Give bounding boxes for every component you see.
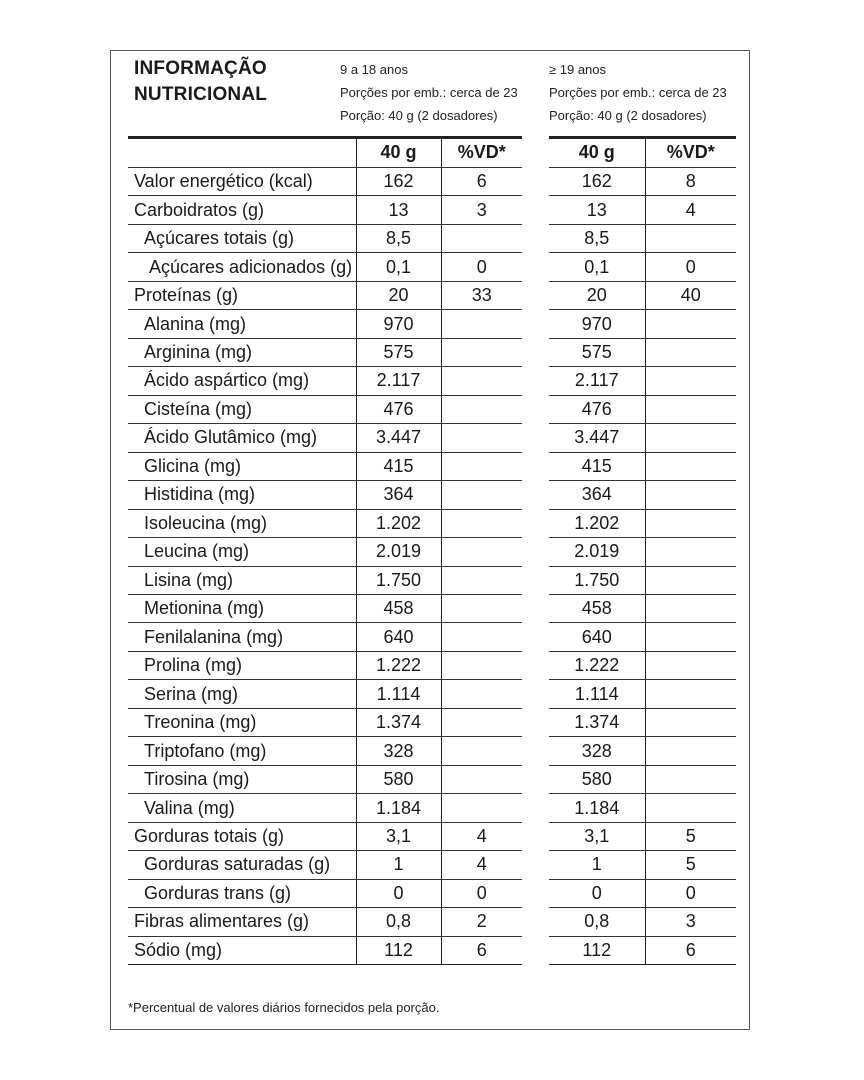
nutrient-vd — [441, 623, 522, 651]
table-row — [128, 196, 522, 224]
label-title — [134, 56, 267, 108]
nutrient-amount: 2.117 — [549, 367, 645, 395]
nutrient-vd: 0 — [645, 879, 736, 907]
nutrient-vd — [645, 623, 736, 651]
group-b-header — [549, 58, 727, 127]
nutrient-amount: 2.019 — [356, 538, 441, 566]
nutrient-name: Ácido aspártico (mg) — [128, 367, 356, 395]
nutrient-vd — [441, 737, 522, 765]
group-a-header — [340, 58, 518, 127]
table-row — [549, 481, 736, 509]
nutrient-vd — [645, 708, 736, 736]
nutrient-amount: 13 — [356, 196, 441, 224]
nutrition-table-a — [128, 139, 522, 965]
table-row — [128, 481, 522, 509]
nutrient-vd — [441, 595, 522, 623]
nutrient-amount: 364 — [356, 481, 441, 509]
nutrient-name: Cisteína (mg) — [128, 395, 356, 423]
group-b-portion: Porção: 40 g (2 dosadores) — [549, 108, 707, 123]
title-line-2: NUTRICIONAL — [134, 84, 268, 105]
table-row — [549, 281, 736, 309]
nutrient-name: Treonina (mg) — [128, 708, 356, 736]
table-row — [128, 395, 522, 423]
nutrient-amount: 415 — [356, 452, 441, 480]
table-row — [128, 281, 522, 309]
nutrient-vd: 33 — [441, 281, 522, 309]
nutrient-vd: 0 — [645, 253, 736, 281]
nutrient-vd — [441, 566, 522, 594]
table-row — [128, 509, 522, 537]
nutrient-name: Triptofano (mg) — [128, 737, 356, 765]
table-row — [549, 253, 736, 281]
table-row — [549, 196, 736, 224]
nutrient-name: Proteínas (g) — [128, 281, 356, 309]
nutrient-amount: 3.447 — [356, 424, 441, 452]
table-row — [549, 908, 736, 936]
nutrient-name: Sódio (mg) — [128, 936, 356, 964]
nutrient-amount: 575 — [549, 338, 645, 366]
nutrient-amount: 8,5 — [356, 224, 441, 252]
nutrient-amount: 3,1 — [356, 822, 441, 850]
nutrient-amount: 162 — [356, 167, 441, 195]
nutrient-amount: 0,1 — [549, 253, 645, 281]
group-a-portions: Porções por emb.: cerca de 23 — [340, 85, 518, 100]
nutrient-vd — [441, 367, 522, 395]
table-a-header-name — [128, 139, 356, 167]
nutrient-vd: 6 — [645, 936, 736, 964]
table-row — [128, 651, 522, 679]
nutrient-amount: 0,8 — [356, 908, 441, 936]
nutrient-amount: 2.117 — [356, 367, 441, 395]
table-row — [549, 424, 736, 452]
nutrient-name: Leucina (mg) — [128, 538, 356, 566]
table-row — [128, 794, 522, 822]
table-row — [549, 737, 736, 765]
table-row — [128, 908, 522, 936]
table-row — [549, 623, 736, 651]
table-row — [549, 794, 736, 822]
table-row — [128, 737, 522, 765]
table-row — [549, 822, 736, 850]
nutrient-vd: 2 — [441, 908, 522, 936]
nutrient-vd — [645, 338, 736, 366]
nutrient-vd — [645, 424, 736, 452]
nutrient-name: Açúcares totais (g) — [128, 224, 356, 252]
nutrient-amount: 575 — [356, 338, 441, 366]
table-b-header-amount: 40 g — [549, 139, 645, 167]
nutrient-amount: 1 — [356, 851, 441, 879]
nutrient-amount: 13 — [549, 196, 645, 224]
nutrient-vd — [441, 224, 522, 252]
nutrient-name: Ácido Glutâmico (mg) — [128, 424, 356, 452]
table-row — [549, 395, 736, 423]
table-row — [128, 765, 522, 793]
nutrient-name: Glicina (mg) — [128, 452, 356, 480]
nutrient-vd: 3 — [441, 196, 522, 224]
table-row — [128, 424, 522, 452]
nutrient-amount: 0,1 — [356, 253, 441, 281]
nutrient-vd — [645, 481, 736, 509]
table-row — [549, 452, 736, 480]
footnote: *Percentual de valores diários fornecidos pela porção. — [128, 1000, 440, 1015]
nutrient-amount: 1.114 — [549, 680, 645, 708]
group-a-age: 9 a 18 anos — [340, 62, 408, 77]
nutrient-vd — [645, 651, 736, 679]
nutrient-amount: 476 — [356, 395, 441, 423]
table-row — [128, 224, 522, 252]
nutrient-name: Serina (mg) — [128, 680, 356, 708]
nutrient-vd: 4 — [645, 196, 736, 224]
table-row — [549, 936, 736, 964]
nutrient-vd — [441, 651, 522, 679]
nutrient-amount: 1.184 — [549, 794, 645, 822]
table-row — [549, 367, 736, 395]
nutrient-vd — [645, 765, 736, 793]
table-row — [128, 310, 522, 338]
table-row — [549, 851, 736, 879]
title-line-1: INFORMAÇÃO — [134, 58, 267, 79]
nutrient-vd — [441, 310, 522, 338]
table-row — [128, 879, 522, 907]
table-a-header-row — [128, 139, 522, 167]
nutrient-vd — [645, 310, 736, 338]
nutrient-amount: 0 — [549, 879, 645, 907]
table-row — [549, 538, 736, 566]
nutrition-table-b — [549, 139, 736, 965]
nutrient-vd: 8 — [645, 167, 736, 195]
nutrient-name: Lisina (mg) — [128, 566, 356, 594]
nutrient-vd: 0 — [441, 879, 522, 907]
nutrient-name: Alanina (mg) — [128, 310, 356, 338]
nutrient-vd — [645, 367, 736, 395]
nutrient-vd — [441, 708, 522, 736]
nutrient-amount: 0,8 — [549, 908, 645, 936]
table-row — [128, 367, 522, 395]
nutrient-name: Arginina (mg) — [128, 338, 356, 366]
nutrient-vd — [441, 765, 522, 793]
table-row — [549, 338, 736, 366]
nutrient-name: Tirosina (mg) — [128, 765, 356, 793]
table-row — [549, 708, 736, 736]
nutrient-vd — [441, 452, 522, 480]
table-row — [128, 680, 522, 708]
nutrient-vd — [441, 424, 522, 452]
table-row — [549, 566, 736, 594]
nutrient-amount: 415 — [549, 452, 645, 480]
nutrient-amount: 328 — [549, 737, 645, 765]
nutrient-vd — [441, 481, 522, 509]
nutrient-amount: 640 — [549, 623, 645, 651]
nutrient-amount: 328 — [356, 737, 441, 765]
nutrient-amount: 458 — [549, 595, 645, 623]
table-row — [549, 167, 736, 195]
nutrient-vd — [441, 509, 522, 537]
nutrient-vd — [645, 566, 736, 594]
table-row — [128, 708, 522, 736]
table-row — [549, 765, 736, 793]
table-b-header-row — [549, 139, 736, 167]
table-row — [549, 310, 736, 338]
nutrient-vd — [645, 595, 736, 623]
nutrient-vd — [645, 737, 736, 765]
nutrient-amount: 0 — [356, 879, 441, 907]
nutrient-vd — [645, 794, 736, 822]
nutrient-amount: 580 — [549, 765, 645, 793]
nutrient-amount: 640 — [356, 623, 441, 651]
nutrient-name: Açúcares adicionados (g) — [128, 253, 356, 281]
nutrient-amount: 1.750 — [549, 566, 645, 594]
table-row — [549, 595, 736, 623]
table-row — [128, 623, 522, 651]
nutrient-name: Isoleucina (mg) — [128, 509, 356, 537]
nutrient-amount: 20 — [356, 281, 441, 309]
nutrient-amount: 1.202 — [356, 509, 441, 537]
nutrient-amount: 1.374 — [356, 708, 441, 736]
nutrient-name: Gorduras saturadas (g) — [128, 851, 356, 879]
table-row — [128, 452, 522, 480]
nutrient-amount: 20 — [549, 281, 645, 309]
nutrient-name: Valina (mg) — [128, 794, 356, 822]
nutrient-name: Prolina (mg) — [128, 651, 356, 679]
table-row — [128, 851, 522, 879]
nutrient-vd: 6 — [441, 167, 522, 195]
group-a-portion: Porção: 40 g (2 dosadores) — [340, 108, 498, 123]
nutrient-vd: 40 — [645, 281, 736, 309]
nutrient-amount: 1.750 — [356, 566, 441, 594]
nutrient-vd — [645, 509, 736, 537]
nutrient-name: Valor energético (kcal) — [128, 167, 356, 195]
nutrient-name: Fenilalanina (mg) — [128, 623, 356, 651]
nutrient-amount: 458 — [356, 595, 441, 623]
table-row — [549, 879, 736, 907]
nutrient-amount: 3.447 — [549, 424, 645, 452]
nutrient-amount: 1.202 — [549, 509, 645, 537]
nutrient-name: Metionina (mg) — [128, 595, 356, 623]
table-row — [128, 253, 522, 281]
table-row — [128, 822, 522, 850]
nutrient-amount: 112 — [356, 936, 441, 964]
nutrient-vd — [441, 538, 522, 566]
table-row — [128, 167, 522, 195]
nutrient-vd: 4 — [441, 851, 522, 879]
nutrient-amount: 162 — [549, 167, 645, 195]
nutrient-vd — [441, 680, 522, 708]
nutrient-amount: 1.222 — [356, 651, 441, 679]
nutrient-vd — [645, 395, 736, 423]
table-a-header-amount: 40 g — [356, 139, 441, 167]
nutrient-vd: 3 — [645, 908, 736, 936]
table-a-header-vd: %VD* — [441, 139, 522, 167]
table-row — [549, 224, 736, 252]
nutrient-amount: 970 — [356, 310, 441, 338]
nutrient-name: Carboidratos (g) — [128, 196, 356, 224]
nutrient-vd — [441, 338, 522, 366]
nutrient-amount: 3,1 — [549, 822, 645, 850]
group-b-age: ≥ 19 anos — [549, 62, 607, 77]
nutrient-amount: 1.114 — [356, 680, 441, 708]
nutrient-amount: 112 — [549, 936, 645, 964]
nutrient-amount: 970 — [549, 310, 645, 338]
nutrient-amount: 8,5 — [549, 224, 645, 252]
nutrient-vd — [645, 538, 736, 566]
nutrient-vd: 5 — [645, 851, 736, 879]
nutrient-vd — [645, 680, 736, 708]
nutrient-vd — [441, 794, 522, 822]
table-row — [128, 566, 522, 594]
nutrient-vd: 5 — [645, 822, 736, 850]
table-row — [128, 595, 522, 623]
table-row — [128, 538, 522, 566]
table-row — [128, 936, 522, 964]
nutrient-vd: 4 — [441, 822, 522, 850]
table-row — [549, 680, 736, 708]
nutrient-vd — [441, 395, 522, 423]
nutrient-name: Histidina (mg) — [128, 481, 356, 509]
group-b-portions: Porções por emb.: cerca de 23 — [549, 85, 727, 100]
nutrient-amount: 364 — [549, 481, 645, 509]
nutrient-name: Gorduras totais (g) — [128, 822, 356, 850]
nutrient-amount: 1.184 — [356, 794, 441, 822]
nutrient-vd: 6 — [441, 936, 522, 964]
nutrient-amount: 580 — [356, 765, 441, 793]
nutrient-amount: 1.222 — [549, 651, 645, 679]
nutrient-amount: 2.019 — [549, 538, 645, 566]
table-row — [549, 509, 736, 537]
nutrient-name: Gorduras trans (g) — [128, 879, 356, 907]
nutrient-amount: 1 — [549, 851, 645, 879]
nutrient-amount: 476 — [549, 395, 645, 423]
nutrient-vd — [645, 224, 736, 252]
nutrient-vd — [645, 452, 736, 480]
table-b-header-vd: %VD* — [645, 139, 736, 167]
table-row — [128, 338, 522, 366]
nutrient-amount: 1.374 — [549, 708, 645, 736]
table-row — [549, 651, 736, 679]
nutrient-name: Fibras alimentares (g) — [128, 908, 356, 936]
nutrient-vd: 0 — [441, 253, 522, 281]
